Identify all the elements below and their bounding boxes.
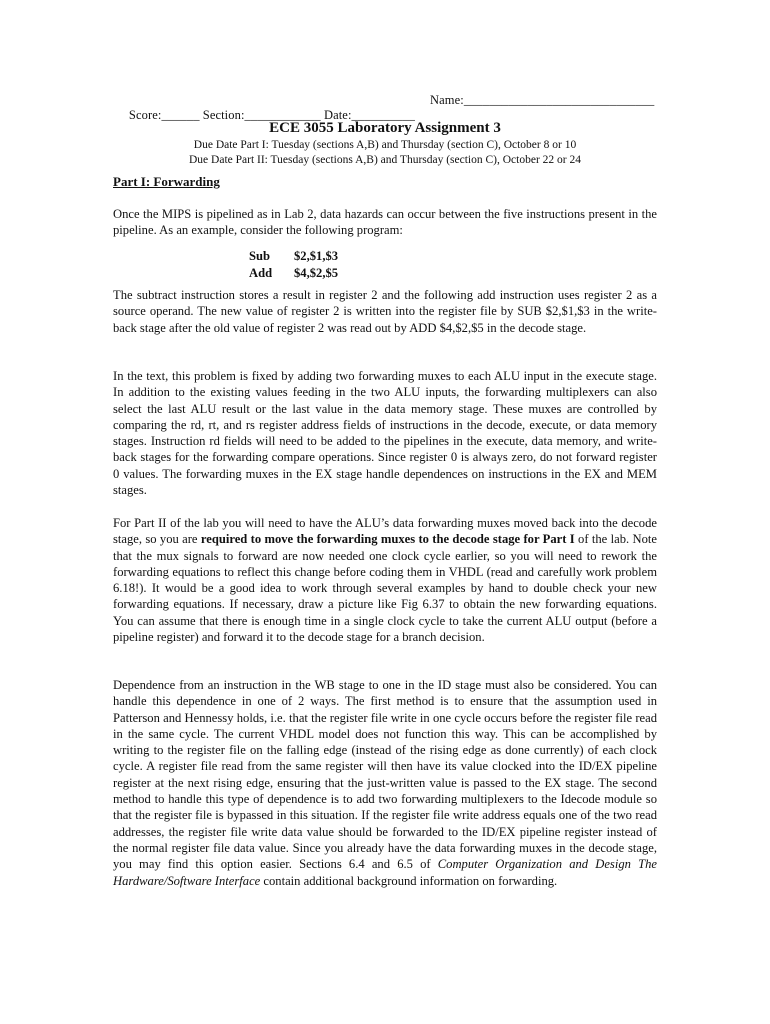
- book-title: Computer Organization and Design The Hardware/Software Interface: [113, 857, 657, 888]
- due-date-part2: Due Date Part II: Tuesday (sections A,B) and Thursday (section C), October 22 or 24: [189, 154, 581, 166]
- paragraph-text: For Part II of the lab you will need to have the ALU’s data forwarding muxes moved back into the decode stage, so you are: [113, 516, 657, 547]
- required-emphasis: required to move the forwarding muxes to the decode stage for Part I: [200, 532, 575, 547]
- code-operands: $4,$2,$5: [294, 265, 339, 280]
- intro-paragraph: Once the MIPS is pipelined as in Lab 2, data hazards can occur between the five instructions present in the pipeline. As an example, consider the following program:: [113, 207, 657, 238]
- forwarding-muxes-paragraph: In the text, this problem is fixed by adding two forwarding muxes to each ALU input in the execute stage. In addition to the existing values feeding in the two ALU inputs, the forwarding multiplexers can also select the last ALU result or the last value in the data memory stage. These muxes are controlled by comparing the rd, rt, and rs register address fields of instructions in the decode, execute, or data memory stages. Instruction rd fields will need to be added to the pipelines in the execute, data memory, and write-back stages for the forwarding compare operations. Since register 0 is always zero, do not forward register 0 values. The forwarding muxes in the EX stage handle dependences on instructions in the EX and MEM stages.: [113, 369, 657, 498]
- part2-requirements-paragraph: [113, 515, 657, 645]
- due-date-part1: Due Date Part I: Tuesday (sections A,B) and Thursday (section C), October 8 or 10: [193, 139, 577, 151]
- score-section-date-fields: Score:______ Section:____________ Date:__________: [128, 108, 416, 122]
- code-operands: $2,$1,$3: [294, 249, 339, 263]
- name-field: Name:______________________________: [430, 93, 655, 107]
- code-example: [249, 248, 338, 281]
- part1-heading: Part I: Forwarding: [113, 174, 220, 189]
- hazard-explanation-paragraph: The subtract instruction stores a result in register 2 and the following add instruction uses register 2 as a source operand. The new value of register 2 is written into the register file by SUB $2,$1,$3 in the write-back stage after the old value of register 2 was read out by ADD $4,$2,$5 in the decode stage.: [113, 288, 657, 335]
- assignment-title: ECE 3055 Laboratory Assignment 3: [269, 120, 501, 136]
- code-opcode: Add: [249, 265, 273, 280]
- code-opcode: Sub: [249, 249, 271, 263]
- paragraph-text: of the lab. Note that the mux signals to forward are now needed one clock cycle earlier, so you will need to rework the forwarding equations to reflect this change before coding them in VHDL (read and carefully work problem 6.18!). It would be a good idea to work through several examples by hand to double check your new forwarding equations. If necessary, draw a picture like Fig 6.37 to obtain the new forwarding equations. You can assume that there is enough time in a single clock cycle to take the current ALU output (before a pipeline register) and forward it to the decode stage for a branch decision.: [113, 532, 657, 645]
- code-line: [249, 265, 338, 282]
- wb-id-dependence-paragraph: [113, 677, 657, 889]
- paragraph-text: Dependence from an instruction in the WB stage to one in the ID stage must also be considered. You can handle this dependence in one of 2 ways. The first method is to ensure that the assumption used in Patterson and Hennessy holds, i.e. that the register file write in one cycle occurs before the register file read in the same cycle. The current VHDL model does not function this way. This can be accomplished by writing to the register file on the falling edge (instead of the rising edge as done currently) of each clock cycle. A register file read from the same register will then have its value clocked into the ID/EX pipeline register at the next rising edge, ensuring that the just-written value is passed to the EX stage. The second method to handle this type of dependence is to add two forwarding multiplexers to the Idecode module so that the register file is bypassed in this situation. If the register file write address equals one of the two read addresses, the register file write data value should be forwarded to the ID/EX pipeline register instead of the normal register file data value. Since you already have the data forwarding muxes in the decode stage, you may find this option easier. Sections 6.4 and 6.5 of: [113, 678, 657, 872]
- paragraph-text: contain additional background information on forwarding.: [260, 873, 558, 888]
- code-line: [249, 248, 338, 265]
